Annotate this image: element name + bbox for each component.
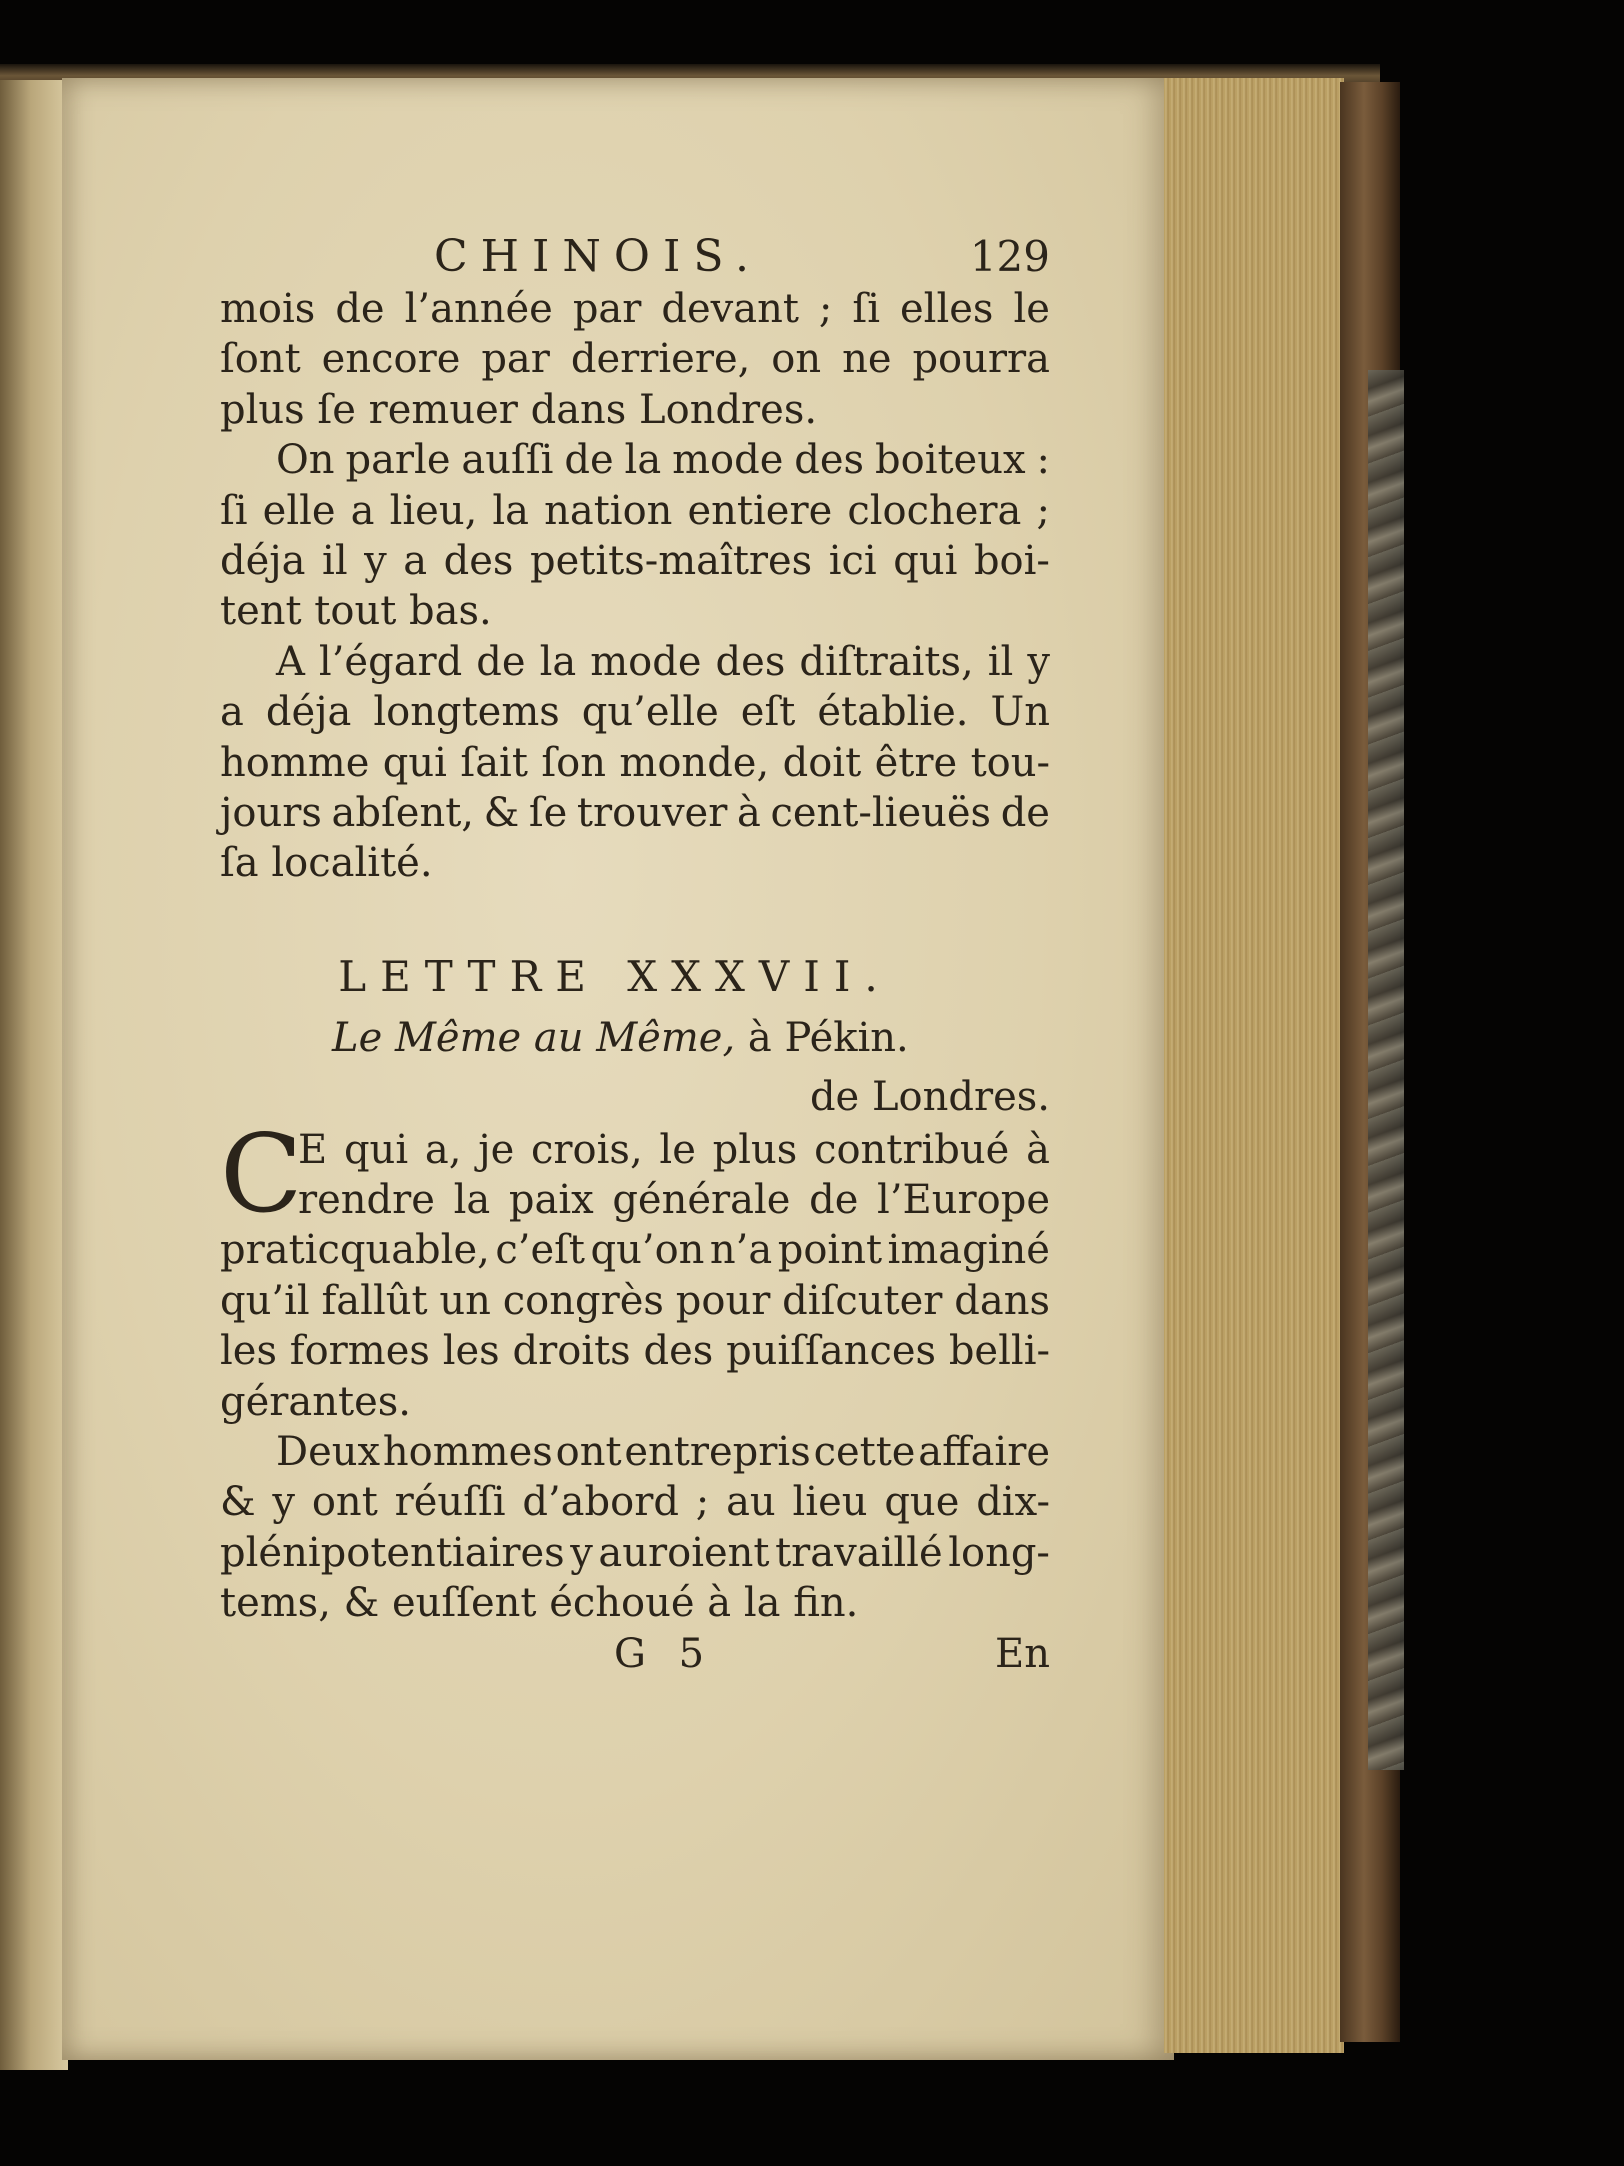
paragraph-2 — [220, 435, 1050, 637]
text-line: praticquable, c’eſt qu’on n’a point imaginé — [220, 1227, 1050, 1274]
text-line: On parle auſſi de la mode des boiteux : — [276, 437, 1050, 484]
text-line: E qui a, je crois, le plus contribué à — [298, 1126, 1050, 1173]
paragraph-5 — [220, 1427, 1050, 1629]
gutter-left — [0, 80, 68, 2070]
running-title: CHINOIS. — [434, 231, 762, 282]
text-line: A l’égard de la mode des diſtraits, il y — [276, 638, 1050, 685]
letter-heading: LETTRE XXXVII. — [338, 951, 892, 1001]
paragraph-1 — [220, 284, 1050, 435]
text-line: a déja longtems qu’elle eſt établie. Un — [220, 689, 1050, 736]
text-line: rendre la paix générale de l’Europe — [298, 1177, 1050, 1224]
text-line: qu’il fallût un congrès pour diſcuter dans — [220, 1277, 1050, 1324]
text-line: jours abſent, & ſe trouver à cent-lieuës de — [220, 789, 1050, 836]
letter-dateline: de Londres. — [809, 1073, 1050, 1120]
page-text — [220, 232, 1050, 1689]
drop-cap: C — [220, 1111, 303, 1237]
text-line: tems, & euſſent échoué à la fin. — [220, 1580, 859, 1627]
text-line: & y ont réuſſi d’abord ; au lieu que dix- — [220, 1479, 1050, 1526]
catchword: En — [995, 1630, 1050, 1677]
letter-subheading-place: à Pékin. — [735, 1014, 909, 1061]
marbled-cover — [1368, 370, 1404, 1770]
signature-mark: G 5 — [614, 1630, 715, 1677]
text-line: gérantes. — [220, 1378, 411, 1425]
page-footer — [220, 1629, 1050, 1689]
page-edges — [1164, 78, 1344, 2053]
text-line: plus ſe remuer dans Londres. — [220, 386, 818, 433]
text-line: tent tout bas. — [220, 588, 492, 635]
text-line: mois de l’année par devant ; ſi elles le — [220, 286, 1050, 332]
text-line: ſa localité. — [220, 840, 433, 887]
running-head — [220, 232, 1050, 284]
page-number: 129 — [969, 232, 1050, 281]
text-line: déja il y a des petits-maîtres ici qui boi- — [220, 537, 1050, 584]
text-line: homme qui ſait ſon monde, doit être tou- — [220, 739, 1050, 786]
paragraph-3 — [220, 637, 1050, 889]
text-line: Deux hommes ont entrepris cette affaire — [276, 1429, 1050, 1476]
text-line: ſont encore par derriere, on ne pourra — [220, 336, 1050, 383]
text-line: ſi elle a lieu, la nation entiere clochera ; — [220, 487, 1050, 534]
paragraph-4 — [220, 1111, 1050, 1427]
letter-subheading — [220, 1007, 1050, 1069]
spacer — [220, 889, 1050, 947]
text-line: plénipotentiaires y auroient travaillé long- — [220, 1529, 1050, 1576]
letter-subheading-italic: Le Même au Même, — [332, 1014, 736, 1061]
text-line: les formes les droits des puiſſances belli- — [220, 1328, 1050, 1375]
